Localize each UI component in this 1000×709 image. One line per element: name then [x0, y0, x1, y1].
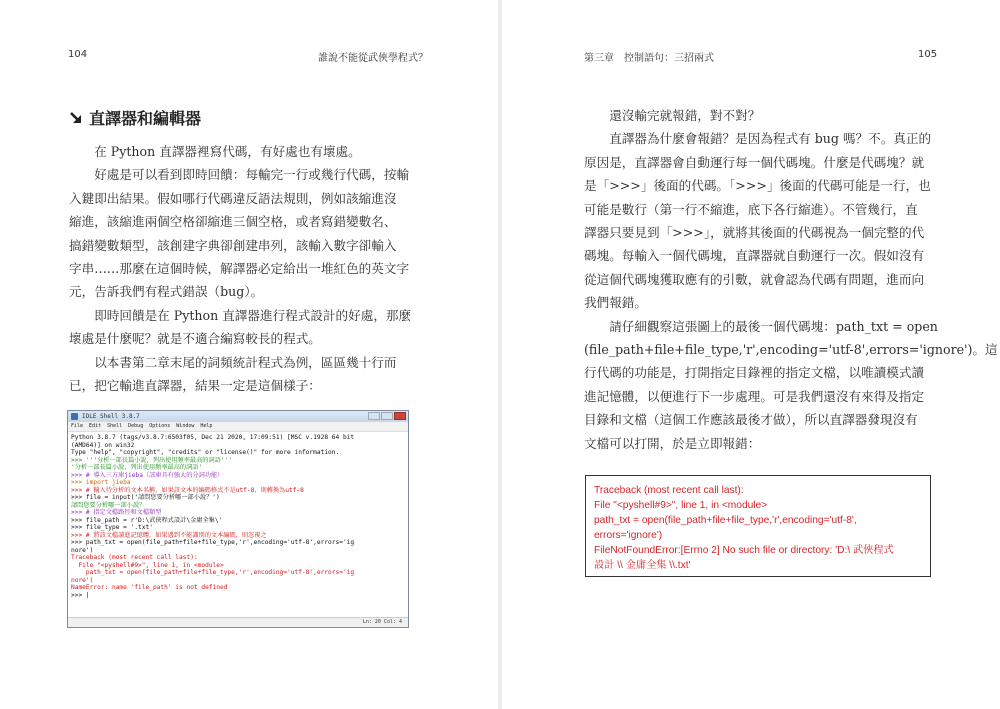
shell-line: >>> # 將該文檔讀進記憶體，如果遇到不能識別的文本編碼，則忽視之	[71, 531, 267, 539]
shell-line: >>> |	[71, 591, 90, 599]
left-body-text	[69, 140, 421, 397]
text-line: 壞處是什麼呢？就是不適合編寫較長的程式。	[69, 331, 321, 347]
shell-line: Type "help", "copyright", "credits" or "license()" for more information.	[71, 449, 340, 456]
text-line: 進記憶體，以便進行下一步處理。可是我們還沒有來得及指定	[584, 388, 925, 404]
text-line: 原因是，直譯器會自動運行每一個代碼塊。什麼是代碼塊？就	[584, 154, 925, 170]
error-traceback-box	[585, 475, 931, 577]
shell-status-bar: Ln: 20 Col: 4	[68, 617, 408, 627]
shell-title-bar	[68, 411, 408, 422]
shell-line: nore')	[71, 576, 94, 584]
text-line: 字串……那麼在這個時候，解譯器必定給出一堆紅色的英文字	[69, 261, 410, 277]
shell-line: (AMD64)] on win32	[71, 441, 135, 449]
running-head: 誰說不能從武俠學程式？	[318, 53, 428, 64]
right-page	[500, 0, 1000, 709]
text-line: 在 Python 直譯器裡寫代碼，有好處也有壞處。	[94, 144, 361, 159]
text-line: 搞錯變數類型，該創建字典卻創建串列，該輸入數字卻輸入	[69, 237, 397, 253]
shell-line: path_txt = open(file_path+file+file_type,'r',encoding='utf-8',errors='ig	[71, 569, 355, 576]
minimize-icon	[368, 412, 380, 420]
close-icon	[394, 412, 406, 420]
shell-line: >>> file = input('請問您要分析哪一部小說？')	[71, 494, 220, 501]
error-line: File "<pyshell#9>", line 1, in <module>	[594, 500, 768, 511]
text-line: 譯器只要見到「>>>」，就將其後面的代碼視為一個完整的代	[584, 225, 925, 241]
shell-line: Python 3.8.7 (tags/v3.8.7:6503f05, Dec 21 2020, 17:09:51) [MSC v.1928 64 bit	[71, 434, 355, 441]
paragraph	[69, 304, 421, 351]
error-line: errors='ignore')	[594, 530, 663, 541]
paragraph	[584, 127, 936, 314]
shell-line: Traceback (most recent call last):	[71, 554, 198, 561]
paragraph	[69, 351, 421, 398]
text-line: 還沒輸完就報錯，對不對？	[609, 108, 761, 123]
shell-menu-item[interactable]: File	[71, 423, 84, 429]
shell-menu-item[interactable]: Window	[176, 423, 195, 429]
arrow-down-right-icon	[69, 111, 83, 125]
shell-menu-bar	[68, 422, 408, 432]
text-line: 以本書第二章末尾的詞頻統計程式為例，區區幾十行而	[94, 354, 397, 370]
shell-line: NameError: name 'file_path' is not defined	[71, 584, 228, 591]
text-line: 元，告訴我們有程式錯誤（bug）。	[69, 284, 264, 300]
paragraph	[69, 140, 421, 163]
paragraph	[584, 104, 936, 127]
error-line: path_txt = open(file_path+file+file_type,'r',encoding='utf-8',	[594, 515, 857, 526]
shell-line: >>> # 導入三方庫jieba（該庫具有強大的分詞功能）	[71, 471, 224, 479]
text-line: 文檔可以打開，於是立即報錯：	[584, 435, 761, 451]
shell-line: >>> '''分析一部長篇小說，列出使用頻率最高的詞語'''	[71, 456, 233, 464]
running-head: 第三章 控制語句：三招兩式	[584, 53, 714, 64]
python-app-icon	[71, 413, 78, 420]
shell-line: File "<pyshell#9>", line 1, in <module>	[71, 561, 224, 569]
text-line: 從這個代碼塊獲取應有的引數，就會認為代碼有問題，進而向	[584, 271, 925, 287]
error-line: Traceback (most recent call last):	[594, 485, 744, 496]
page-number: 104	[68, 49, 88, 60]
page-number: 105	[918, 49, 938, 60]
idle-shell-window	[67, 410, 409, 628]
maximize-icon	[381, 412, 393, 420]
shell-menu-item[interactable]: Options	[149, 423, 171, 429]
shell-menu-item[interactable]: Shell	[107, 423, 123, 429]
paragraph	[584, 315, 998, 455]
error-line: 設計 \\ 金庸全集 \\.txt'	[594, 560, 691, 571]
paragraph	[69, 163, 421, 303]
text-line: (file_path+file+file_type,'r',encoding='utf-8',errors='ignore')。這	[584, 342, 998, 358]
shell-line: >>> file_path = r'D:\武俠程式設計\金庸全集\'	[71, 516, 223, 524]
text-line: 行代碼的功能是，打開指定目錄裡的指定文檔，以唯讀模式讀	[584, 365, 925, 381]
shell-line: nore')	[71, 546, 94, 554]
shell-menu-item[interactable]: Help	[200, 423, 213, 429]
shell-menu-item[interactable]: Edit	[89, 423, 102, 429]
text-line: 好處是可以看到即時回饋：每輸完一行或幾行代碼，按輸	[94, 167, 410, 183]
text-line: 目錄和文檔（這個工作應該最後才做），所以直譯器發現沒有	[584, 412, 918, 428]
text-line: 即時回饋是在 Python 直譯器進行程式設計的好處，那麼	[94, 307, 412, 323]
text-line: 縮進，該縮進兩個空格卻縮進三個空格，或者寫錯變數名、	[69, 214, 397, 230]
text-line: 已，把它輸進直譯器，結果一定是這個樣子：	[69, 378, 321, 394]
section-title	[69, 106, 201, 129]
right-body-text	[584, 104, 998, 455]
text-line: 直譯器為什麼會報錯？是因為程式有 bug 嗎？不。真正的	[609, 131, 932, 147]
shell-line: 請問您要分析哪一部小說？	[71, 501, 146, 509]
text-line: 請仔細觀察這張圖上的最後一個代碼塊：path_txt = open	[609, 318, 938, 334]
shell-line: >>> # 指定文檔路徑和文檔類型	[71, 509, 162, 516]
shell-line: >>> file_type = '.txt'	[71, 524, 153, 531]
shell-line: >>> # 輸入待分析的文本名稱，如果該文本的編碼格式不是utf-8，則轉換為utf-8	[71, 486, 304, 494]
shell-output	[68, 432, 408, 601]
shell-line: >>> path_txt = open(file_path+file+file_type,'r',encoding='utf-8',errors='ig	[71, 539, 355, 546]
shell-line: '分析一部長篇小說，列出使用頻率最高的詞語'	[71, 464, 203, 471]
text-line: 可能是數行（第一行不縮進，底下各行縮進）。不管幾行，直	[584, 201, 918, 217]
section-title-text: 直譯器和編輯器	[89, 109, 202, 128]
shell-title: IDLE Shell 3.8.7	[82, 413, 140, 420]
text-line: 我們報錯。	[584, 295, 647, 311]
text-line: 入鍵即出結果。假如哪行代碼違反語法規則，例如該縮進沒	[69, 190, 397, 206]
shell-menu-item[interactable]: Debug	[128, 423, 144, 429]
text-line: 碼塊。每輸入一個代碼塊，直譯器就自動運行一次。假如沒有	[584, 248, 925, 264]
shell-line: >>> import jieba	[71, 479, 131, 486]
text-line: 是「>>>」後面的代碼。「>>>」後面的代碼可能是一行，也	[584, 178, 931, 194]
error-line: FileNotFoundError:[Errno 2] No such file or directory: 'D:\ 武俠程式	[594, 545, 894, 556]
